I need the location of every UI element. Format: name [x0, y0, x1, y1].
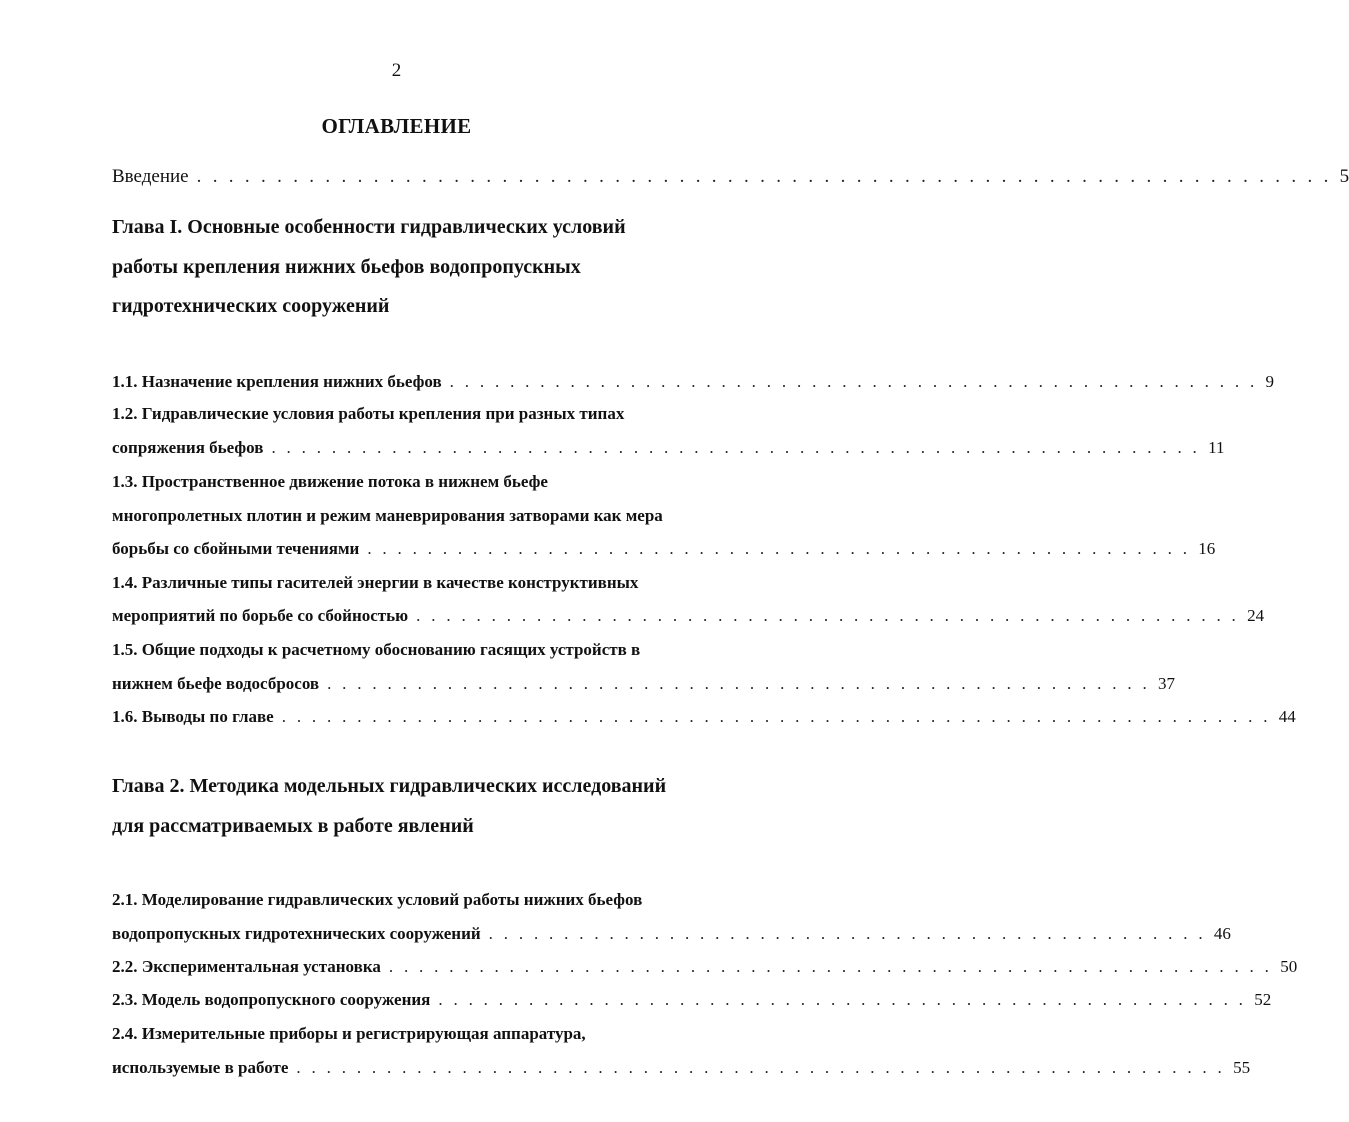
- toc-entry-page: 55: [1233, 1058, 1251, 1077]
- toc-entry-1-6[interactable]: [112, 707, 1296, 727]
- toc-entry-page: 46: [1213, 924, 1231, 943]
- toc-entry-2-1[interactable]: [112, 924, 1231, 944]
- toc-entry-1-3[interactable]: [112, 539, 1216, 559]
- toc-entry-1-3-line-1[interactable]: 1.3. Пространственное движение потока в нижнем бьефе: [112, 472, 548, 491]
- toc-entry-label: водопропускных гидротехнических сооружений: [112, 924, 481, 943]
- toc-entry-page: 44: [1278, 707, 1296, 726]
- toc-entry-label: 1.6. Выводы по главе: [112, 707, 274, 726]
- dot-leader: . . . . . . . . . . . . . . . . . . . . . . . . . . . . . . . . . . . . . . . . . . . . . . . . . . . . . . . . . . . . . . . . . . . . . . .: [196, 166, 1332, 187]
- toc-entry-2-4-line-1[interactable]: 2.4. Измерительные приборы и регистрирующая аппаратура,: [112, 1024, 586, 1043]
- toc-entry-label: 2.3. Модель водопропускного сооружения: [112, 990, 431, 1009]
- dot-leader: . . . . . . . . . . . . . . . . . . . . . . . . . . . . . . . . . . . . . . . . . . . . . . . . . . . . . . . . . . .: [388, 957, 1273, 976]
- toc-entry-label: используемые в работе: [112, 1058, 289, 1077]
- toc-entry-1-5-line-1[interactable]: 1.5. Общие подходы к расчетному обоснованию гасящих устройств в: [112, 640, 641, 659]
- toc-title: ОГЛАВЛЕНИЕ: [321, 114, 472, 138]
- toc-entry-page: 16: [1198, 539, 1216, 558]
- dot-leader: . . . . . . . . . . . . . . . . . . . . . . . . . . . . . . . . . . . . . . . . . . . . . . . .: [488, 924, 1206, 943]
- toc-entry-label: 2.2. Экспериментальная установка: [112, 957, 381, 976]
- dot-leader: . . . . . . . . . . . . . . . . . . . . . . . . . . . . . . . . . . . . . . . . . . . . . . . . . . . . . . .: [416, 606, 1240, 625]
- toc-entry-page: 5: [1339, 166, 1349, 187]
- dot-leader: . . . . . . . . . . . . . . . . . . . . . . . . . . . . . . . . . . . . . . . . . . . . . . . . . . . . . . . . . . . . . .: [271, 438, 1201, 457]
- toc-entry-page: 52: [1254, 990, 1272, 1009]
- toc-entry-2-2[interactable]: [112, 957, 1298, 977]
- toc-entry-page: 50: [1280, 957, 1298, 976]
- toc-entry-1-4[interactable]: [112, 606, 1265, 626]
- chapter-1-title-line-1[interactable]: Глава I. Основные особенности гидравлических условий: [112, 216, 626, 238]
- chapter-2-title-line-2[interactable]: для рассматриваемых в работе явлений: [112, 815, 474, 837]
- toc-entry-label: сопряжения бьефов: [112, 438, 264, 457]
- dot-leader: . . . . . . . . . . . . . . . . . . . . . . . . . . . . . . . . . . . . . . . . . . . . . . . . . . . . . . . . . . . . . .: [296, 1058, 1226, 1077]
- page-number: 2: [391, 60, 402, 81]
- toc-entry-label: 1.1. Назначение крепления нижних бьефов: [112, 372, 442, 391]
- toc-entry-label: нижнем бьефе водосбросов: [112, 674, 320, 693]
- dot-leader: . . . . . . . . . . . . . . . . . . . . . . . . . . . . . . . . . . . . . . . . . . . . . . . . . . . . . . .: [367, 539, 1191, 558]
- dot-leader: . . . . . . . . . . . . . . . . . . . . . . . . . . . . . . . . . . . . . . . . . . . . . . . . . . . . . .: [438, 990, 1247, 1009]
- toc-entry-1-2[interactable]: [112, 438, 1225, 458]
- toc-entry-2-4[interactable]: [112, 1058, 1251, 1078]
- toc-entry-1-3-line-2[interactable]: многопролетных плотин и режим маневрирования затворами как мера: [112, 506, 663, 525]
- toc-entry-label: Введение: [112, 166, 189, 187]
- toc-entry-label: борьбы со сбойными течениями: [112, 539, 360, 558]
- chapter-1-title-line-3[interactable]: гидротехнических сооружений: [112, 295, 390, 317]
- toc-entry-page: 24: [1247, 606, 1265, 625]
- toc-entry-1-4-line-1[interactable]: 1.4. Различные типы гасителей энергии в качестве конструктивных: [112, 573, 639, 592]
- toc-entry-1-5[interactable]: [112, 674, 1176, 694]
- toc-entry-page: 37: [1158, 674, 1176, 693]
- toc-entry-1-1[interactable]: [112, 372, 1275, 392]
- dot-leader: . . . . . . . . . . . . . . . . . . . . . . . . . . . . . . . . . . . . . . . . . . . . . . . . . . . . . . .: [327, 674, 1151, 693]
- dot-leader: . . . . . . . . . . . . . . . . . . . . . . . . . . . . . . . . . . . . . . . . . . . . . . . . . . . . . .: [449, 372, 1258, 391]
- toc-entry-page: 11: [1208, 438, 1225, 457]
- toc-entry-page: 9: [1265, 372, 1275, 391]
- toc-entry-1-2-line-1[interactable]: 1.2. Гидравлические условия работы крепления при разных типах: [112, 404, 625, 423]
- toc-entry-label: мероприятий по борьбе со сбойностью: [112, 606, 409, 625]
- chapter-2-title-line-1[interactable]: Глава 2. Методика модельных гидравлических исследований: [112, 775, 667, 797]
- chapter-1-title-line-2[interactable]: работы крепления нижних бьефов водопропускных: [112, 256, 581, 278]
- toc-entry-introduction[interactable]: [112, 166, 1349, 188]
- toc-entry-2-1-line-1[interactable]: 2.1. Моделирование гидравлических условий работы нижних бьефов: [112, 890, 643, 909]
- toc-entry-2-3[interactable]: [112, 990, 1272, 1010]
- dot-leader: . . . . . . . . . . . . . . . . . . . . . . . . . . . . . . . . . . . . . . . . . . . . . . . . . . . . . . . . . . . . . . . . . .: [281, 707, 1271, 726]
